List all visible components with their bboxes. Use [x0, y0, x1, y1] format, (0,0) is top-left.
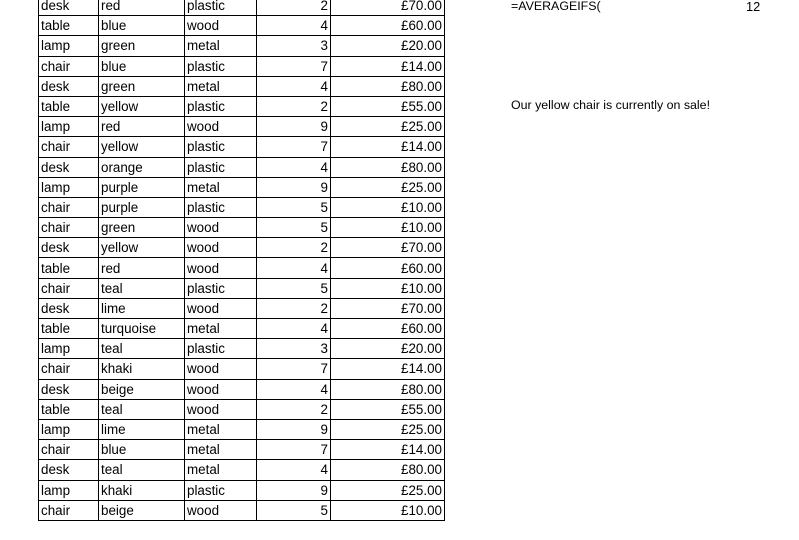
material-cell[interactable]: plastic	[185, 339, 257, 359]
table-row	[39, 399, 445, 419]
material-cell[interactable]: metal	[185, 319, 257, 339]
sale-note-cell[interactable]: Our yellow chair is currently on sale!	[511, 98, 711, 112]
colour-cell[interactable]: yellow	[99, 238, 185, 258]
formula-result-cell[interactable]: 12	[746, 0, 761, 14]
table-row	[39, 339, 445, 359]
colour-cell[interactable]: red	[99, 0, 185, 16]
price-cell[interactable]: £70.00	[331, 298, 445, 318]
formula-cell[interactable]: =AVERAGEIFS(	[511, 0, 601, 13]
item-cell[interactable]: table	[39, 258, 99, 278]
item-cell[interactable]: lamp	[39, 419, 99, 439]
colour-cell[interactable]: turquoise	[99, 319, 185, 339]
item-cell[interactable]: chair	[39, 197, 99, 217]
table-row	[39, 460, 445, 480]
price-cell[interactable]: £10.00	[331, 218, 445, 238]
quantity-cell[interactable]: 2	[257, 0, 331, 16]
material-cell[interactable]: metal	[185, 76, 257, 96]
quantity-cell[interactable]: 7	[257, 359, 331, 379]
price-cell[interactable]: £70.00	[331, 0, 445, 16]
material-cell[interactable]: wood	[185, 218, 257, 238]
quantity-cell[interactable]: 4	[257, 157, 331, 177]
table-row	[39, 500, 445, 520]
colour-cell[interactable]: blue	[99, 56, 185, 76]
item-cell[interactable]: table	[39, 16, 99, 36]
table-row	[39, 258, 445, 278]
price-cell[interactable]: £25.00	[331, 117, 445, 137]
colour-cell[interactable]: green	[99, 76, 185, 96]
item-cell[interactable]: lamp	[39, 36, 99, 56]
material-cell[interactable]: plastic	[185, 137, 257, 157]
colour-cell[interactable]: lime	[99, 419, 185, 439]
table-row	[39, 319, 445, 339]
table-row	[39, 298, 445, 318]
item-cell[interactable]: desk	[39, 460, 99, 480]
material-cell[interactable]: plastic	[185, 56, 257, 76]
table-row	[39, 96, 445, 116]
colour-cell[interactable]: beige	[99, 379, 185, 399]
item-cell[interactable]: chair	[39, 440, 99, 460]
material-cell[interactable]: metal	[185, 177, 257, 197]
colour-cell[interactable]: yellow	[99, 96, 185, 116]
quantity-cell[interactable]: 9	[257, 480, 331, 500]
table-row	[39, 76, 445, 96]
price-cell[interactable]: £80.00	[331, 76, 445, 96]
table-row	[39, 177, 445, 197]
table-row	[39, 0, 445, 16]
material-cell[interactable]: wood	[185, 16, 257, 36]
quantity-cell[interactable]: 5	[257, 500, 331, 520]
quantity-cell[interactable]: 7	[257, 440, 331, 460]
item-cell[interactable]: desk	[39, 379, 99, 399]
colour-cell[interactable]: teal	[99, 339, 185, 359]
table-row	[39, 440, 445, 460]
quantity-cell[interactable]: 3	[257, 36, 331, 56]
table-row	[39, 197, 445, 217]
colour-cell[interactable]: green	[99, 36, 185, 56]
material-cell[interactable]: wood	[185, 500, 257, 520]
table-row	[39, 117, 445, 137]
item-cell[interactable]: desk	[39, 157, 99, 177]
price-cell[interactable]: £10.00	[331, 500, 445, 520]
table-row	[39, 157, 445, 177]
price-cell[interactable]: £14.00	[331, 137, 445, 157]
item-cell[interactable]: lamp	[39, 480, 99, 500]
quantity-cell[interactable]: 2	[257, 96, 331, 116]
price-cell[interactable]: £14.00	[331, 359, 445, 379]
item-cell[interactable]: table	[39, 399, 99, 419]
quantity-cell[interactable]: 4	[257, 258, 331, 278]
item-cell[interactable]: chair	[39, 218, 99, 238]
quantity-cell[interactable]: 7	[257, 56, 331, 76]
quantity-cell[interactable]: 4	[257, 16, 331, 36]
table-row	[39, 36, 445, 56]
colour-cell[interactable]: teal	[99, 278, 185, 298]
price-cell[interactable]: £14.00	[331, 56, 445, 76]
colour-cell[interactable]: lime	[99, 298, 185, 318]
data-table	[38, 0, 445, 521]
quantity-cell[interactable]: 3	[257, 339, 331, 359]
table-row	[39, 56, 445, 76]
quantity-cell[interactable]: 4	[257, 379, 331, 399]
price-cell[interactable]: £25.00	[331, 419, 445, 439]
material-cell[interactable]: plastic	[185, 197, 257, 217]
quantity-cell[interactable]: 7	[257, 137, 331, 157]
material-cell[interactable]: plastic	[185, 0, 257, 16]
item-cell[interactable]: desk	[39, 0, 99, 16]
table-row	[39, 137, 445, 157]
material-cell[interactable]: wood	[185, 298, 257, 318]
material-cell[interactable]: wood	[185, 399, 257, 419]
table-row	[39, 16, 445, 36]
table-row	[39, 278, 445, 298]
price-cell[interactable]: £80.00	[331, 157, 445, 177]
colour-cell[interactable]: orange	[99, 157, 185, 177]
item-cell[interactable]: chair	[39, 56, 99, 76]
colour-cell[interactable]: red	[99, 117, 185, 137]
item-cell[interactable]: chair	[39, 278, 99, 298]
material-cell[interactable]: metal	[185, 460, 257, 480]
quantity-cell[interactable]: 4	[257, 319, 331, 339]
table-row	[39, 359, 445, 379]
quantity-cell[interactable]: 9	[257, 419, 331, 439]
price-cell[interactable]: £55.00	[331, 96, 445, 116]
colour-cell[interactable]: teal	[99, 399, 185, 419]
colour-cell[interactable]: green	[99, 218, 185, 238]
table-row	[39, 218, 445, 238]
item-cell[interactable]: chair	[39, 500, 99, 520]
table-row	[39, 379, 445, 399]
item-cell[interactable]: chair	[39, 137, 99, 157]
colour-cell[interactable]: khaki	[99, 480, 185, 500]
item-cell[interactable]: desk	[39, 76, 99, 96]
item-cell[interactable]: table	[39, 319, 99, 339]
quantity-cell[interactable]: 5	[257, 278, 331, 298]
price-cell[interactable]: £20.00	[331, 36, 445, 56]
colour-cell[interactable]: blue	[99, 16, 185, 36]
price-cell[interactable]: £25.00	[331, 177, 445, 197]
quantity-cell[interactable]: 2	[257, 399, 331, 419]
quantity-cell[interactable]: 2	[257, 298, 331, 318]
material-cell[interactable]: wood	[185, 258, 257, 278]
colour-cell[interactable]: khaki	[99, 359, 185, 379]
price-cell[interactable]: £80.00	[331, 460, 445, 480]
price-cell[interactable]: £10.00	[331, 197, 445, 217]
colour-cell[interactable]: purple	[99, 177, 185, 197]
price-cell[interactable]: £20.00	[331, 339, 445, 359]
table-row	[39, 480, 445, 500]
material-cell[interactable]: plastic	[185, 96, 257, 116]
material-cell[interactable]: wood	[185, 379, 257, 399]
colour-cell[interactable]: beige	[99, 500, 185, 520]
price-cell[interactable]: £60.00	[331, 258, 445, 278]
item-cell[interactable]: table	[39, 96, 99, 116]
price-cell[interactable]: £60.00	[331, 319, 445, 339]
item-cell[interactable]: chair	[39, 359, 99, 379]
material-cell[interactable]: plastic	[185, 480, 257, 500]
item-cell[interactable]: lamp	[39, 339, 99, 359]
price-cell[interactable]: £70.00	[331, 238, 445, 258]
material-cell[interactable]: plastic	[185, 157, 257, 177]
price-cell[interactable]: £10.00	[331, 278, 445, 298]
item-cell[interactable]: desk	[39, 298, 99, 318]
table-row	[39, 419, 445, 439]
item-cell[interactable]: lamp	[39, 177, 99, 197]
quantity-cell[interactable]: 4	[257, 76, 331, 96]
data-table-body	[39, 0, 445, 520]
colour-cell[interactable]: teal	[99, 460, 185, 480]
price-cell[interactable]: £14.00	[331, 440, 445, 460]
material-cell[interactable]: metal	[185, 36, 257, 56]
price-cell[interactable]: £60.00	[331, 16, 445, 36]
quantity-cell[interactable]: 9	[257, 117, 331, 137]
quantity-cell[interactable]: 4	[257, 460, 331, 480]
material-cell[interactable]: plastic	[185, 278, 257, 298]
quantity-cell[interactable]: 5	[257, 197, 331, 217]
price-cell[interactable]: £25.00	[331, 480, 445, 500]
colour-cell[interactable]: yellow	[99, 137, 185, 157]
quantity-cell[interactable]: 5	[257, 218, 331, 238]
colour-cell[interactable]: purple	[99, 197, 185, 217]
price-cell[interactable]: £80.00	[331, 379, 445, 399]
material-cell[interactable]: metal	[185, 419, 257, 439]
item-cell[interactable]: lamp	[39, 117, 99, 137]
table-row	[39, 238, 445, 258]
material-cell[interactable]: wood	[185, 117, 257, 137]
item-cell[interactable]: desk	[39, 238, 99, 258]
colour-cell[interactable]: red	[99, 258, 185, 278]
material-cell[interactable]: metal	[185, 440, 257, 460]
price-cell[interactable]: £55.00	[331, 399, 445, 419]
quantity-cell[interactable]: 2	[257, 238, 331, 258]
material-cell[interactable]: wood	[185, 359, 257, 379]
quantity-cell[interactable]: 9	[257, 177, 331, 197]
material-cell[interactable]: wood	[185, 238, 257, 258]
colour-cell[interactable]: blue	[99, 440, 185, 460]
